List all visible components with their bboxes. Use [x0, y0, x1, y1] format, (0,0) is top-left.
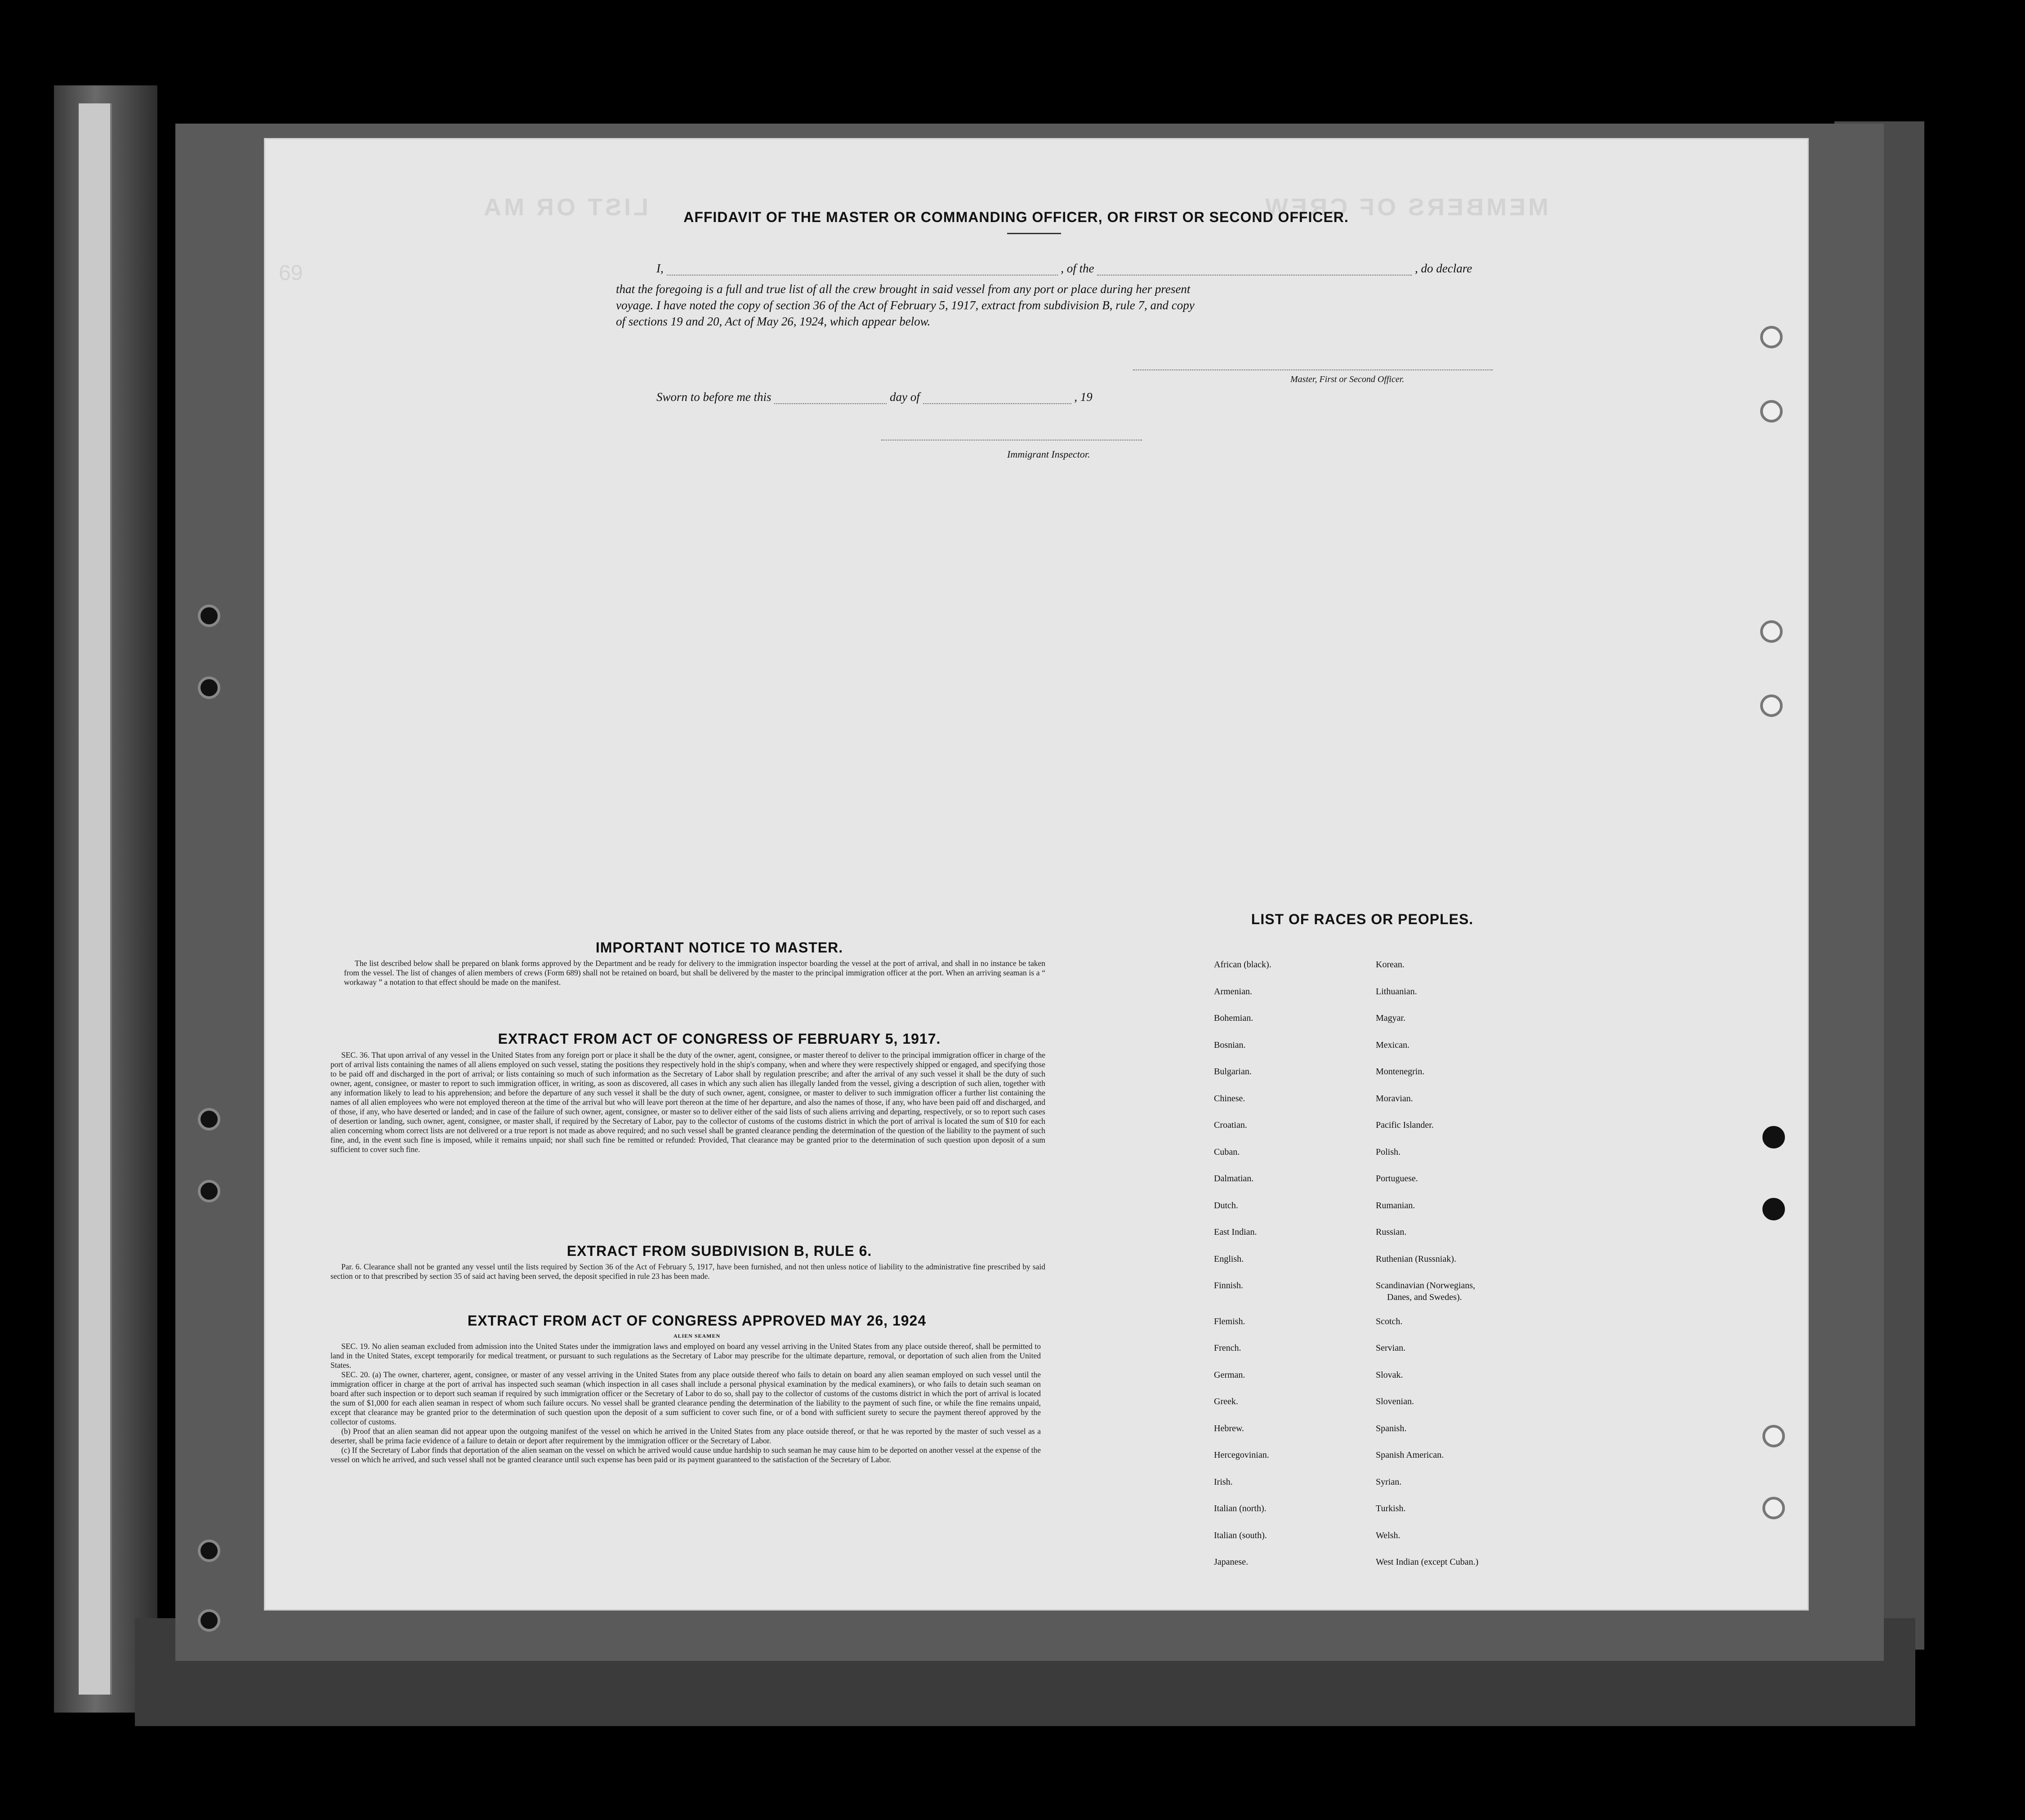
punch-hole [198, 676, 220, 699]
day-blank [774, 403, 887, 404]
sec-19-paragraph: SEC. 19. No alien seaman excluded from admission into the United States under the immigration laws and employed on board any vessel arriving in the United States from any place outside thereof, shall be permitted to land in the United States, except temporarily for medical treatment, or pursuant to such regulations as the Secretary of Labor may prescribe for the ultimate departure, removal, or deportation of such alien from the United States. [330, 1342, 1041, 1370]
affidavit-line-4: of sections 19 and 20, Act of May 26, 1924, which appear below. [616, 315, 931, 328]
races-title: LIST OF RACES OR PEOPLES. [1251, 911, 1474, 927]
race-item: Hebrew. [1214, 1423, 1244, 1433]
race-item: Italian (south). [1214, 1530, 1267, 1540]
master-signature-line [1133, 369, 1493, 370]
race-item: Slovak. [1376, 1370, 1403, 1380]
inspector-label: Immigrant Inspector. [1007, 449, 1090, 460]
race-item: Bohemian. [1214, 1013, 1253, 1023]
punch-hole [1762, 1126, 1785, 1148]
affidavit-declare: , do declare [1415, 262, 1472, 275]
document-page [265, 139, 1807, 1609]
race-item: Portuguese. [1376, 1174, 1418, 1184]
race-item: Dutch. [1214, 1200, 1238, 1210]
punch-hole [1760, 326, 1783, 348]
race-item: Flemish. [1214, 1316, 1245, 1326]
race-item: Finnish. [1214, 1281, 1244, 1290]
bleed-through-heading-right: MEMBERS OF CREW. [1254, 194, 1549, 221]
affidavit-line-2: that the foregoing is a full and true list of all the crew brought in said vessel from any port or place during her present [616, 282, 1191, 296]
affidavit-i: I, [656, 262, 664, 275]
race-item: Mexican. [1376, 1040, 1409, 1050]
race-item: Dalmatian. [1214, 1174, 1254, 1184]
punch-hole [198, 605, 220, 627]
month-blank [923, 403, 1071, 404]
affidavit-line-3: voyage. I have noted the copy of section 36 of the Act of February 5, 1917, extract from subdivision B, rule 7, and copy [616, 298, 1195, 312]
race-item: Scandinavian (Norwegians, [1376, 1281, 1476, 1290]
race-item: German. [1214, 1370, 1245, 1380]
race-item: Bulgarian. [1214, 1067, 1252, 1077]
notice-text [344, 959, 1045, 987]
race-item: Russian. [1376, 1227, 1407, 1237]
section-36-paragraph: SEC. 36. That upon arrival of any vessel in the United States from any foreign port or place it shall be the duty of the owner, agent, consignee, or master thereof to deliver to the principal immigration officer in charge of the port of arrival lists containing the names of all aliens employed on such vessel, stating the positions they respectively hold in the ship's company, when and where they were respectively shipped or engaged, and specifying those to be paid off and discharged in the port of arrival; or lists containing so much of such information as the Secretary of Labor shall by regulation prescribe; and after the arrival of any such vessel it shall be the duty of such owner, agent, consignee, or master to report to such immigration officer, in writing, as soon as discovered, all cases in which any such alien has illegally landed from the vessel, giving a description of such alien, together with any information likely to lead to his apprehension; and before the departure of any such vessel it shall be the duty of such owner, agent, consignee, or master to deliver to such immigration officer a further list containing the names of all alien employees who were not employed thereon at the time of the arrival but who will leave port thereon at the time of her departure, and also the names of those, if any, who have been paid off and discharged, and of those, if any, who have deserted or landed; and in case of the failure of such owner, agent, consignee, or master so to deliver either of the said lists of such aliens arriving and departing, respectively, or so to report such cases of desertion or landing, such owner, agent, consignee, or master shall, if required by the Secretary of Labor, pay to the collector of customs of the customs district in which the port of arrival is located the sum of $10 for each alien concerning whom correct lists are not delivered or a true report is not made as above required; and no such vessel shall be granted clearance pending the determination of the question of the liability to the payment of such fine, and, in the event such fine is imposed, while it remains unpaid; nor shall such fine be remitted or refunded: Provided, That clearance may be granted prior to the determination of such question upon deposit of a sum sufficient to cover such fine. [330, 1050, 1045, 1154]
race-item: African (black). [1214, 960, 1271, 970]
race-item: Rumanian. [1376, 1200, 1415, 1210]
race-item-continuation: Danes, and Swedes). [1387, 1292, 1462, 1302]
race-item: Moravian. [1376, 1093, 1413, 1104]
race-item: Ruthenian (Russniak). [1376, 1254, 1456, 1264]
day-of-text: day of [890, 390, 920, 404]
race-item: Montenegrin. [1376, 1067, 1425, 1077]
sworn-text: Sworn to before me this [656, 390, 772, 404]
extract-rule6-text [330, 1262, 1045, 1281]
year-text: , 19 [1074, 390, 1093, 404]
bleed-through-heading-left: LIST OR MA [481, 194, 648, 221]
race-item: French. [1214, 1343, 1241, 1353]
affidavit-line-1 [656, 262, 1472, 276]
race-item: Turkish. [1376, 1504, 1406, 1513]
punch-hole [198, 1609, 220, 1632]
race-item: Scotch. [1376, 1316, 1403, 1326]
affidavit-title: AFFIDAVIT OF THE MASTER OR COMMANDING OFFICER, OR FIRST OR SECOND OFFICER. [683, 209, 1349, 225]
master-name-blank [667, 275, 1058, 276]
vessel-name-blank [1097, 275, 1412, 276]
punch-hole [1760, 400, 1783, 423]
race-item: Syrian. [1376, 1477, 1402, 1487]
race-item: Lithuanian. [1376, 986, 1417, 997]
rule6-paragraph: Par. 6. Clearance shall not be granted any vessel until the lists required by Section 36 of the Act of February 5, 1917, have been furnished, and not then unless notice of liability to the administrative fine prescribed by said section or to that prescribed by section 35 of said act having been served, the deposit specified in rule 23 has been made. [330, 1262, 1045, 1281]
race-item: Slovenian. [1376, 1397, 1414, 1406]
race-item: East Indian. [1214, 1227, 1257, 1237]
extract-1917-title: EXTRACT FROM ACT OF CONGRESS OF FEBRUARY 5, 1917. [498, 1031, 941, 1047]
sec-20a-paragraph: SEC. 20. (a) The owner, charterer, agent, consignee, or master of any vessel arriving in the United States from any place outside thereof who fails to detain on board any alien seaman employed on such vessel until the immigration officer in charge at the port of arrival has inspected such seaman (which inspection in all cases shall include a personal physical examination by the medical examiners), or who fails to detain such seaman on board after such inspection or to deport such seaman if required by such immigration officer or the Secretary of Labor to do so, shall pay to the collector of customs of the customs district in which the port of arrival is located the sum of $1,000 for each alien seaman in respect of whom such failure occurs. No vessel shall be granted clearance pending the determination of the liability to the payment of such fine, or while the fine remains unpaid, except that clearance may be granted prior to the determination of such question upon the deposit of a sum sufficient to cover such fine, or of a bond with sufficient surety to secure the payment thereof approved by the collector of customs. [330, 1370, 1041, 1426]
punch-hole [1760, 620, 1783, 643]
affidavit-body [616, 281, 1470, 329]
race-item: Cuban. [1214, 1147, 1240, 1157]
race-item: Japanese. [1214, 1557, 1249, 1567]
sec-20b-paragraph: (b) Proof that an alien seaman did not appear upon the outgoing manifest of the vessel on which he arrived in the United States from any place outside thereof, or that he was reported by the master of such vessel as a deserter, shall be prima facie evidence of a failure to detain or deport after requirement by the immigration officer or the Secretary of Labor. [330, 1427, 1041, 1445]
punch-hole [1762, 1497, 1785, 1519]
sec-20c-paragraph: (c) If the Secretary of Labor finds that deportation of the alien seaman on the vessel on which he arrived would cause undue hardship to such seaman he may cause him to be deported on another vessel at the expense of the vessel on which he arrived, and such vessel shall not be granted clearance until such expense has been paid or its payment guaranteed to the satisfaction of the Secretary of Labor. [330, 1446, 1041, 1464]
race-item: Italian (north). [1214, 1504, 1267, 1513]
notice-paragraph: The list described below shall be prepared on blank forms approved by the Department and be ready for delivery to the immigration inspector boarding the vessel at the port of arrival, and shall in no instance be taken from the vessel. The list of changes of alien members of crews (Form 689) shall not be retained on board, but shall be delivered by the master to the principal immigration officer at the port. When an arriving seaman is a “ workaway ” a notation to that effect should be made on the manifest. [344, 959, 1045, 987]
race-item: Pacific Islander. [1376, 1120, 1434, 1130]
race-item: Croatian. [1214, 1120, 1247, 1130]
races-list [1214, 960, 1619, 1611]
race-item: Welsh. [1376, 1530, 1401, 1540]
notice-title: IMPORTANT NOTICE TO MASTER. [595, 939, 843, 956]
race-item: West Indian (except Cuban.) [1376, 1557, 1479, 1567]
divider [1007, 233, 1061, 234]
extract-rule6-title: EXTRACT FROM SUBDIVISION B, RULE 6. [566, 1243, 872, 1259]
sworn-line [656, 390, 1093, 404]
punch-hole [1762, 1198, 1785, 1220]
race-item: English. [1214, 1254, 1244, 1264]
extract-1924-title: EXTRACT FROM ACT OF CONGRESS APPROVED MAY 26, 1924 [467, 1313, 927, 1329]
race-item: Spanish American. [1376, 1450, 1444, 1460]
race-item: Polish. [1376, 1147, 1401, 1157]
inspector-signature-line [881, 440, 1142, 441]
stacked-pages-edge [79, 103, 112, 1695]
race-item: Spanish. [1376, 1423, 1407, 1433]
bleed-through-page-number: 69 [279, 261, 303, 285]
punch-hole [198, 1540, 220, 1562]
punch-hole [1762, 1425, 1785, 1447]
punch-hole [198, 1180, 220, 1202]
race-item: Chinese. [1214, 1093, 1245, 1104]
race-item: Korean. [1376, 960, 1405, 970]
alien-seamen-subtitle: ALIEN SEAMEN [673, 1333, 721, 1339]
affidavit-of-the: , of the [1061, 262, 1094, 275]
race-item: Hercegovinian. [1214, 1450, 1269, 1460]
extract-1924-text [330, 1342, 1041, 1464]
race-item: Magyar. [1376, 1013, 1406, 1023]
race-item: Armenian. [1214, 986, 1252, 997]
master-label: Master, First or Second Officer. [1290, 374, 1405, 384]
punch-hole [198, 1108, 220, 1130]
race-item: Irish. [1214, 1477, 1233, 1487]
race-item: Greek. [1214, 1397, 1238, 1406]
race-item: Servian. [1376, 1343, 1406, 1353]
extract-1917-text [330, 1050, 1045, 1154]
race-item: Bosnian. [1214, 1040, 1246, 1050]
punch-hole [1760, 694, 1783, 717]
